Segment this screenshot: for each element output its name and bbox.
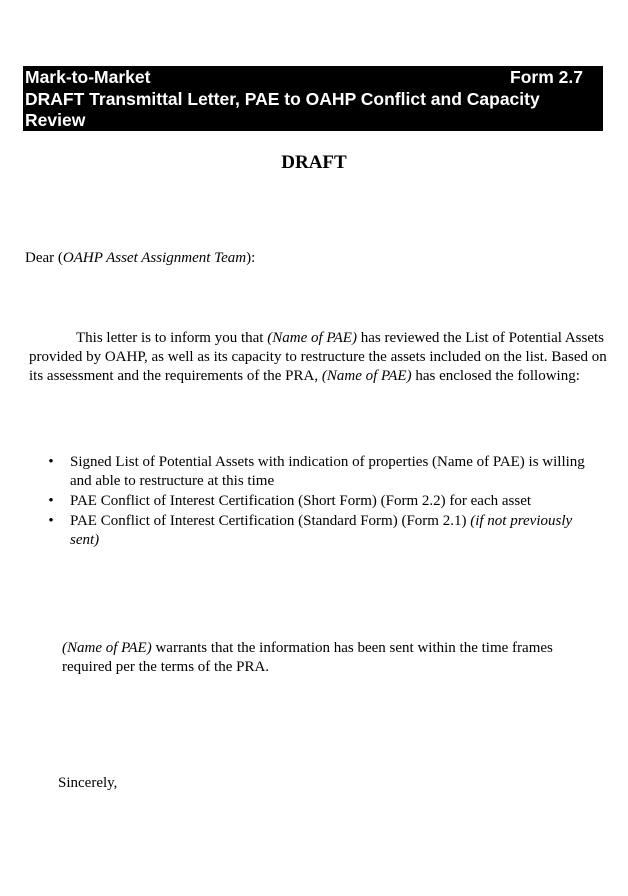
- warrant-paragraph: [62, 639, 602, 677]
- list-item-text: PAE Conflict of Interest Certification (Short Form) (Form 2.2) for each asset: [70, 493, 532, 509]
- list-item-note: (if not previously sent): [70, 513, 573, 548]
- form-title: DRAFT Transmittal Letter, PAE to OAHP Conflict and Capacity Review: [25, 88, 540, 130]
- paragraph-name1: (Name of PAE): [267, 330, 357, 346]
- paragraph-part2: has reviewed the List of Potential Assets provided by OAHP, as well as its capacity to restructure the assets included on the list. Based on its assessment and the requirements of the PRA,: [29, 330, 607, 384]
- paragraph-part3: has enclosed the following:: [411, 368, 580, 384]
- paragraph-name2: (Name of PAE): [321, 368, 412, 384]
- list-item-text: PAE Conflict of Interest Certification (Standard Form) (Form 2.1): [70, 513, 471, 529]
- warrant-name: (Name of PAE): [62, 640, 152, 656]
- header-top-row: [25, 67, 601, 89]
- salutation: [25, 249, 255, 268]
- bullet-icon: •: [48, 493, 54, 509]
- closing: Sincerely,: [58, 775, 118, 791]
- list-item: [46, 453, 586, 491]
- list-item-text: Signed List of Potential Assets with indication of properties (Name of PAE) is willing and able to restructure at this time: [70, 454, 585, 489]
- program-name: Mark-to-Market: [25, 67, 151, 87]
- form-number: Form 2.7: [510, 67, 583, 87]
- paragraph-part1: This letter is to inform you that: [76, 330, 268, 346]
- form-header: [23, 66, 603, 131]
- enclosure-list: [46, 453, 586, 551]
- salutation-prefix: Dear (: [25, 250, 63, 266]
- bullet-icon: •: [48, 513, 54, 529]
- draft-label: DRAFT: [281, 152, 347, 173]
- bullet-icon: •: [48, 454, 54, 470]
- warrant-text: warrants that the information has been sent within the time frames required per the terms of the PRA.: [62, 640, 553, 675]
- salutation-addressee: OAHP Asset Assignment Team: [62, 250, 247, 266]
- salutation-suffix: ):: [246, 250, 256, 266]
- list-item: [46, 492, 586, 511]
- intro-paragraph: [29, 329, 609, 386]
- list-item: [46, 512, 586, 550]
